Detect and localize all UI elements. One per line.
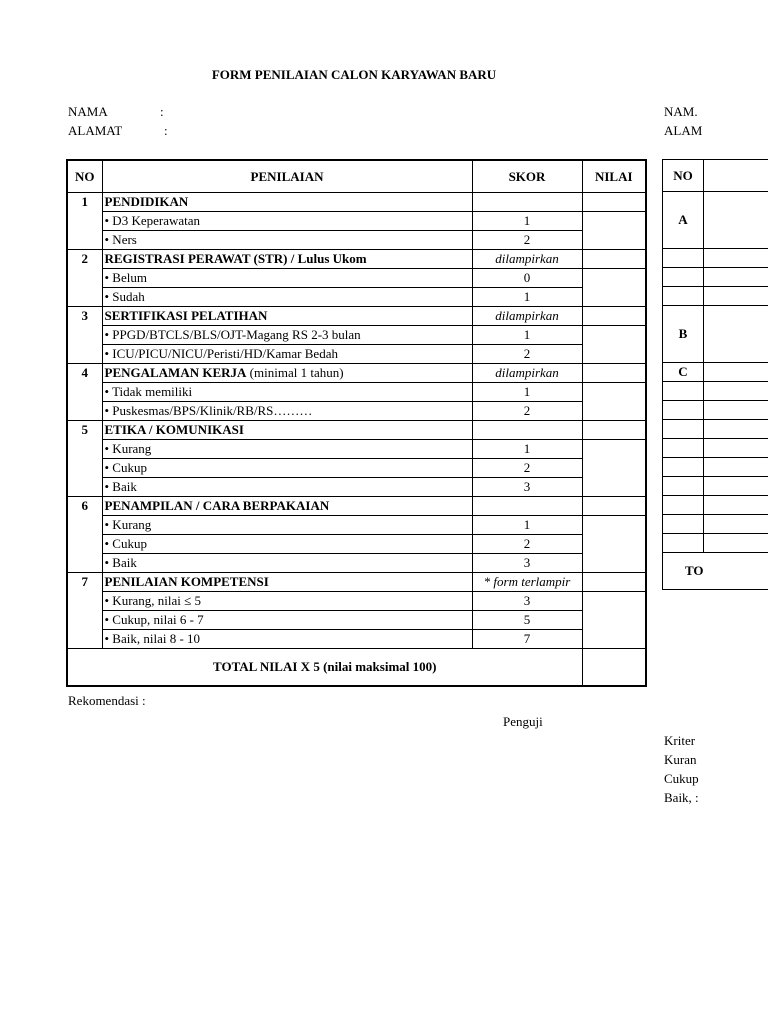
section-title <box>102 193 472 212</box>
total-row <box>67 649 646 687</box>
section-title-text: ETIKA / KOMUNIKASI <box>104 422 244 437</box>
side-label <box>663 439 704 458</box>
side-cell <box>704 439 768 458</box>
side-label <box>663 534 704 553</box>
item-label: • Puskesmas/BPS/Klinik/RB/RS……… <box>102 402 472 421</box>
item-score: 1 <box>472 288 582 307</box>
item-label: • Cukup <box>102 459 472 478</box>
section-title-text: PENAMPILAN / CARA BERPAKAIAN <box>104 498 330 513</box>
item-label: • Baik <box>102 554 472 573</box>
item-label: • Kurang, nilai ≤ 5 <box>102 592 472 611</box>
side-row <box>663 192 768 249</box>
item-label: • Belum <box>102 269 472 288</box>
item-score: 3 <box>472 592 582 611</box>
criteria-line: Cukup <box>664 771 699 786</box>
item-row <box>67 345 646 364</box>
side-row <box>663 401 768 420</box>
item-row <box>67 212 646 231</box>
item-row <box>67 592 646 611</box>
side-label <box>663 420 704 439</box>
section-number: 1 <box>67 193 102 250</box>
side-row <box>663 496 768 515</box>
section-nilai-cell <box>582 307 646 326</box>
item-score: 2 <box>472 535 582 554</box>
section-nilai-cell <box>582 250 646 269</box>
item-score: 1 <box>472 383 582 402</box>
section-title-text: SERTIFIKASI PELATIHAN <box>104 308 268 323</box>
side-header-no: NO <box>663 160 704 192</box>
item-label: • Ners <box>102 231 472 250</box>
section-note: dilampirkan <box>472 250 582 269</box>
criteria-line: Kriter <box>664 733 696 748</box>
side-label <box>663 496 704 515</box>
side-label: B <box>663 306 704 363</box>
side-cell <box>704 477 768 496</box>
item-row <box>67 535 646 554</box>
side-cell <box>704 458 768 477</box>
item-label: • Cukup <box>102 535 472 554</box>
criteria-line: Kuran <box>664 752 697 767</box>
side-cell <box>704 306 768 363</box>
section-title <box>102 573 472 592</box>
item-row <box>67 478 646 497</box>
section-title <box>102 497 472 516</box>
section-number: 6 <box>67 497 102 573</box>
side-total-fragment: TO <box>663 553 768 590</box>
item-label: • ICU/PICU/NICU/Peristi/HD/Kamar Bedah <box>102 345 472 364</box>
section-number: 7 <box>67 573 102 649</box>
item-nilai-cell <box>582 326 646 364</box>
item-nilai-cell <box>582 516 646 573</box>
section-title-suffix: (minimal 1 tahun) <box>246 365 344 380</box>
item-score: 7 <box>472 630 582 649</box>
section-nilai-cell <box>582 573 646 592</box>
item-score: 1 <box>472 212 582 231</box>
name-label: NAMA <box>68 104 108 119</box>
side-row <box>663 420 768 439</box>
criteria-line: Baik, : <box>664 790 699 805</box>
section-title-text: REGISTRASI PERAWAT (STR) / Lulus Ukom <box>104 251 367 266</box>
side-row <box>663 363 768 382</box>
item-row <box>67 383 646 402</box>
side-label <box>663 515 704 534</box>
item-score: 2 <box>472 231 582 250</box>
side-label <box>663 249 704 268</box>
section-nilai-cell <box>582 193 646 212</box>
section-number: 2 <box>67 250 102 307</box>
side-label <box>663 287 704 306</box>
item-label: • Cukup, nilai 6 - 7 <box>102 611 472 630</box>
right-address-label: ALAM <box>664 123 703 138</box>
item-row <box>67 326 646 345</box>
section-number: 5 <box>67 421 102 497</box>
total-value-cell <box>582 649 646 687</box>
table-header-row <box>67 160 646 193</box>
item-score: 1 <box>472 326 582 345</box>
item-row <box>67 402 646 421</box>
section-title <box>102 421 472 440</box>
side-cell <box>704 420 768 439</box>
item-row <box>67 269 646 288</box>
section-title-text: PENDIDIKAN <box>104 194 189 209</box>
section-title-text: PENILAIAN KOMPETENSI <box>104 574 269 589</box>
side-label <box>663 477 704 496</box>
item-row <box>67 459 646 478</box>
item-label: • D3 Keperawatan <box>102 212 472 231</box>
side-cell <box>704 249 768 268</box>
side-row <box>663 287 768 306</box>
assessment-table <box>66 159 647 687</box>
total-label: TOTAL NILAI X 5 (nilai maksimal 100) <box>67 649 582 687</box>
section-title-text: PENGALAMAN KERJA <box>104 365 247 380</box>
item-nilai-cell <box>582 212 646 250</box>
section-note: dilampirkan <box>472 307 582 326</box>
side-label <box>663 382 704 401</box>
side-header-cell <box>704 160 768 192</box>
address-label: ALAMAT <box>68 123 123 138</box>
section-row <box>67 421 646 440</box>
header-skor: SKOR <box>472 160 582 193</box>
section-title <box>102 250 472 269</box>
section-row <box>67 250 646 269</box>
side-row <box>663 515 768 534</box>
section-note: * form terlampir <box>472 573 582 592</box>
item-score: 1 <box>472 440 582 459</box>
item-row <box>67 288 646 307</box>
item-score: 2 <box>472 459 582 478</box>
section-note <box>472 193 582 212</box>
item-nilai-cell <box>582 383 646 421</box>
item-score: 5 <box>472 611 582 630</box>
item-label: • Kurang <box>102 516 472 535</box>
item-label: • Baik <box>102 478 472 497</box>
side-table-fragment <box>662 159 768 590</box>
side-label <box>663 458 704 477</box>
section-number: 3 <box>67 307 102 364</box>
side-header-row <box>663 160 768 192</box>
side-row <box>663 249 768 268</box>
item-nilai-cell <box>582 440 646 497</box>
section-row <box>67 193 646 212</box>
side-total-row <box>663 553 768 590</box>
side-cell <box>704 496 768 515</box>
item-row <box>67 516 646 535</box>
item-score: 2 <box>472 402 582 421</box>
side-row <box>663 268 768 287</box>
item-label: • Baik, nilai 8 - 10 <box>102 630 472 649</box>
side-label: C <box>663 363 704 382</box>
item-nilai-cell <box>582 592 646 649</box>
side-cell <box>704 382 768 401</box>
side-row <box>663 306 768 363</box>
side-cell <box>704 515 768 534</box>
header-penilaian: PENILAIAN <box>102 160 472 193</box>
item-row <box>67 630 646 649</box>
side-cell <box>704 287 768 306</box>
section-nilai-cell <box>582 421 646 440</box>
item-label: • Sudah <box>102 288 472 307</box>
section-note <box>472 421 582 440</box>
section-note: dilampirkan <box>472 364 582 383</box>
section-title <box>102 307 472 326</box>
item-score: 0 <box>472 269 582 288</box>
header-no: NO <box>67 160 102 193</box>
section-number: 4 <box>67 364 102 421</box>
item-row <box>67 231 646 250</box>
side-row <box>663 477 768 496</box>
item-label: • PPGD/BTCLS/BLS/OJT-Magang RS 2-3 bulan <box>102 326 472 345</box>
item-label: • Tidak memiliki <box>102 383 472 402</box>
section-nilai-cell <box>582 364 646 383</box>
recommendation-label: Rekomendasi : <box>68 693 146 708</box>
section-title <box>102 364 472 383</box>
item-label: • Kurang <box>102 440 472 459</box>
side-label <box>663 268 704 287</box>
item-row <box>67 611 646 630</box>
side-cell <box>704 363 768 382</box>
side-cell <box>704 268 768 287</box>
item-score: 3 <box>472 478 582 497</box>
side-cell <box>704 534 768 553</box>
address-separator: : <box>164 123 168 138</box>
section-row <box>67 307 646 326</box>
item-score: 1 <box>472 516 582 535</box>
side-row <box>663 382 768 401</box>
side-label <box>663 401 704 420</box>
side-label: A <box>663 192 704 249</box>
item-nilai-cell <box>582 269 646 307</box>
section-nilai-cell <box>582 497 646 516</box>
side-cell <box>704 401 768 420</box>
right-name-label: NAM. <box>664 104 698 119</box>
form-title: FORM PENILAIAN CALON KARYAWAN BARU <box>211 67 497 82</box>
name-separator: : <box>160 104 164 119</box>
item-row <box>67 440 646 459</box>
side-cell <box>704 192 768 249</box>
section-note <box>472 497 582 516</box>
side-row <box>663 534 768 553</box>
item-score: 2 <box>472 345 582 364</box>
section-row <box>67 573 646 592</box>
examiner-label: Penguji <box>503 714 543 729</box>
side-row <box>663 458 768 477</box>
section-row <box>67 364 646 383</box>
item-score: 3 <box>472 554 582 573</box>
side-row <box>663 439 768 458</box>
header-nilai: NILAI <box>582 160 646 193</box>
section-row <box>67 497 646 516</box>
item-row <box>67 554 646 573</box>
